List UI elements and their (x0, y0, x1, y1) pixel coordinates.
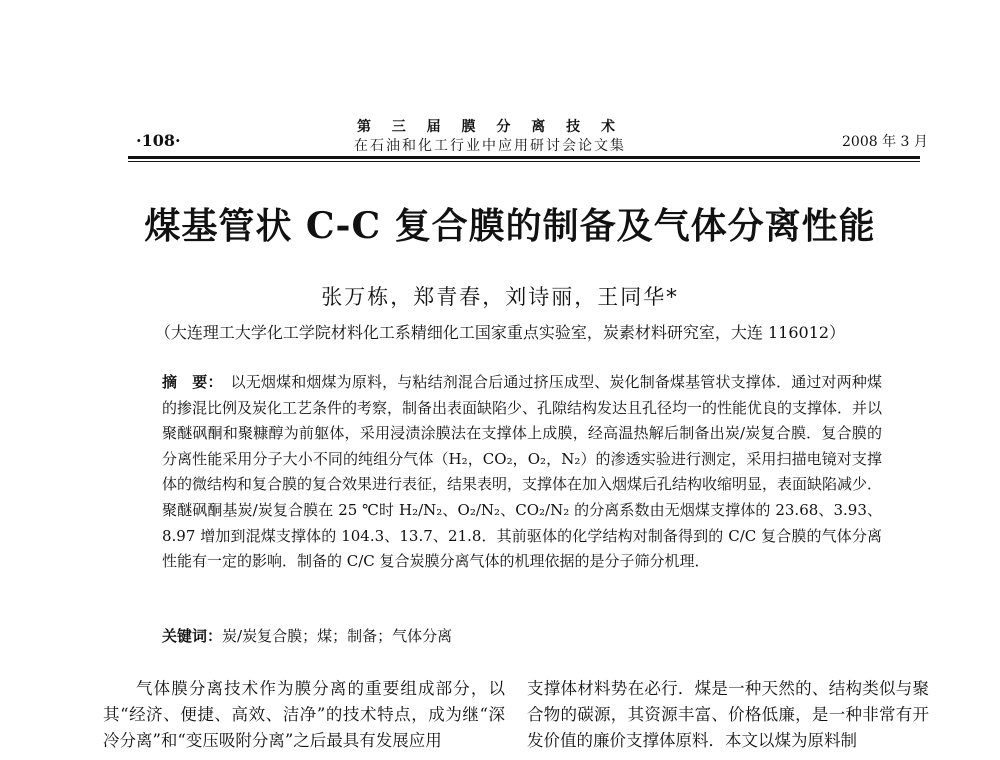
body-column-right: 支撑体材料势在必行．煤是一种天然的、结构类似与聚合物的碳源，其资源丰富、价格低廉，是一种非常有开发价值的廉价支撑体原料．本文以煤为原料制 (527, 679, 929, 750)
paper-title: 煤基管状 C-C 复合膜的制备及气体分离性能 (144, 205, 876, 247)
body-column-left: 气体膜分离技术作为膜分离的重要组成部分，以其“经济、便捷、高效、洁净”的技术特点，成为继“深冷分离”和“变压吸附分离”之后最具有发展应用 (103, 679, 505, 750)
proceedings-title: 在石油和化工行业中应用研讨会论文集 (354, 138, 626, 154)
author-list: 张万栋，郑青春，刘诗丽，王同华* (321, 285, 679, 309)
abstract-label: 摘 要： (162, 373, 223, 391)
conference-title: 第 三 届 膜 分 离 技 术 (356, 119, 624, 135)
keywords-text: 炭/炭复合膜；煤；制备；气体分离 (222, 627, 453, 645)
abstract (162, 370, 882, 575)
keywords-label: 关键词： (162, 627, 223, 645)
header-rule-thin (128, 161, 920, 162)
abstract-text: 以无烟煤和烟煤为原料，与粘结剂混合后通过挤压成型、炭化制备煤基管状支撑体．通过对两种煤的掺混比例及炭化工艺条件的考察，制备出表面缺陷少、孔隙结构发达且孔径均一的性能优良的支撑体．并以聚醚砜酮和聚糠醇为前躯体，采用浸渍涂膜法在支撑体上成膜，经高温热解后制备出炭/炭复合膜．复合膜的分离性能采用分子大小不同的纯组分气体（H₂，CO₂，O₂，N₂）的渗透实验进行测定，采用扫描电镜对支撑体的微结构和复合膜的复合效果进行表征，结果表明，支撑体在加入烟煤后孔结构收缩明显，表面缺陷减少．聚醚砜酮基炭/炭复合膜在 25 ℃时 H₂/N₂、O₂/N₂、CO₂/N₂ 的分离系数由无烟煤支撑体的 23.68、3.93、8.97 增加到混煤支撑体的 104.3、13.7、21.8．其前驱体的化学结构对制备得到的 C/C 复合膜的气体分离性能有一定的影响．制备的 C/C 复合炭膜分离气体的机理依据的是分子筛分机理． (162, 373, 883, 571)
keywords (162, 625, 882, 646)
running-header (300, 118, 680, 156)
header-date: 2008 年 3 月 (842, 134, 928, 150)
header-rule-thick (128, 156, 920, 159)
affiliation: （大连理工大学化工学院材料化工系精细化工国家重点实验室，炭素材料研究室，大连 116012） (154, 323, 846, 342)
page-number: ·108· (136, 131, 181, 150)
